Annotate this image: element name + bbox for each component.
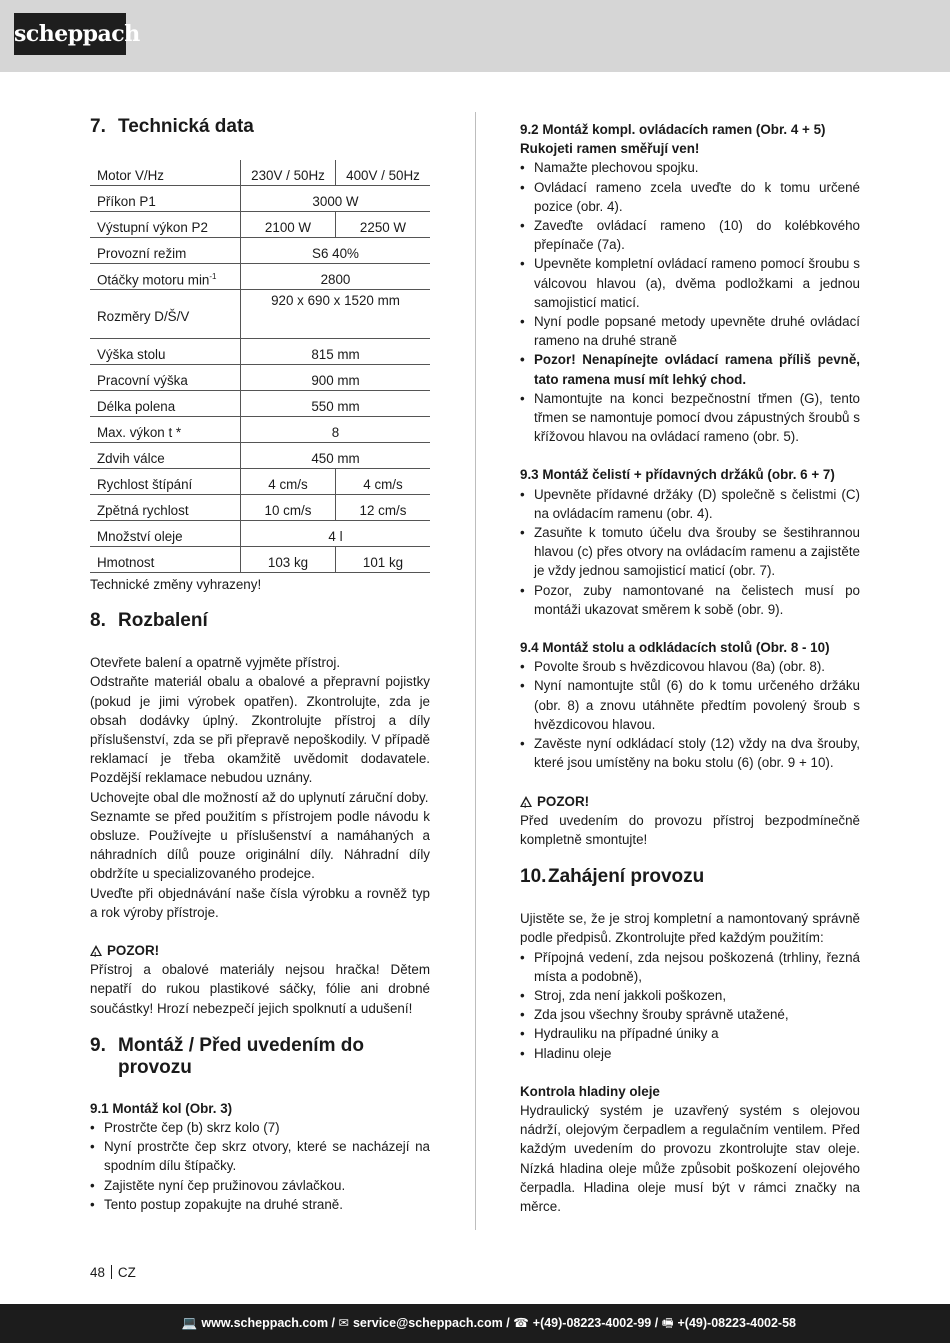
table-row [90,212,430,238]
warning-icon [90,945,102,956]
technical-data-table [90,160,430,573]
table-row [90,186,430,212]
table-row [90,160,430,186]
table-cell-value: 4 l [241,521,431,547]
table-cell-value: 400V / 50Hz [336,160,431,186]
list-item: • Namontujte na konci bezpečnostní třmen (G), tento třmen se namontuje pomocí dvou zápustných šroubů s křížovou hlavou na ovládací rameno (obr. 5). [520,389,860,447]
subsection-9-1-title: 9.1 Montáž kol (Obr. 3) [90,1100,233,1116]
right-column [520,120,860,1216]
section-8-heading: 8. Rozbalení [90,610,208,632]
subsection-9-2-list [520,158,860,446]
table-cell-value: 450 mm [241,443,431,469]
table-row [90,339,430,365]
table-row [90,290,430,339]
table-row [90,417,430,443]
section-10-heading: 10. Zahájení provozu [520,866,705,888]
list-item: • Nyní podle popsané metody upevněte druhé ovládací rameno na druhé straně [520,312,860,350]
computer-icon: 💻 [181,1316,198,1330]
subsection-9-3-list [520,485,860,619]
table-cell-value: 8 [241,417,431,443]
oil-check-title: Kontrola hladiny oleje [520,1083,660,1099]
table-cell-value: 815 mm [241,339,431,365]
column-divider [475,112,476,1230]
list-item: • Zaveďte ovládací rameno (10) do kolébkového přepínače (7a). [520,216,860,254]
list-item: • Pozor, zuby namontované na čelistech musí po montáži ukazovat směrem k sobě (obr. 9). [520,581,860,619]
subsection-9-3-title: 9.3 Montáž čelistí + přídavných držáků (obr. 6 + 7) [520,467,835,483]
list-item: • Upevněte kompletní ovládací rameno pomocí šroubu s válcovou hlavou (a), dvěma podložkami a jednou samojisticí maticí. [520,254,860,312]
list-item: • Hydrauliku na případné úniky a [520,1024,860,1043]
unpack-warning-title: !POZOR! [90,941,430,960]
spec-note: Technické změny vyhrazeny! [90,577,262,592]
warning-icon [520,796,532,807]
unpack-paragraph: Uveďte při objednávání naše čísla výrobku a rovněž typ a rok výroby přístroje. [90,885,430,920]
list-item: • Zajistěte nyní čep pružinovou závlačkou. [90,1176,430,1195]
section-9-heading: 9. Montáž / Před uvedením do provozu [90,1035,430,1079]
list-item: • Nyní prostrčte čep skrz otvory, které se nacházejí na spodním dílu štípačky. [90,1137,430,1175]
table-row [90,521,430,547]
table-cell-value: 2800 [241,264,431,290]
table-cell-label: Délka polena [90,391,241,417]
table-cell-value: 101 kg [336,547,431,573]
list-item: • Tento postup zopakujte na druhé straně. [90,1195,430,1214]
fax-icon: 🖷 [661,1316,674,1330]
page-number: 48 CZ [90,1265,136,1280]
list-item-bold: • Pozor! Nenapínejte ovládací ramena příliš pevně, tato ramena musí mít lehký chod. [520,350,860,388]
section-10-title: Zahájení provozu [548,866,705,888]
list-item: • Zavěste nyní odkládací stoly (12) vždy na dva šrouby, které jsou umístěny na boku stolu (6) (obr. 9 + 10). [520,734,860,772]
table-row [90,469,430,495]
unpack-text [90,653,430,922]
table-cell-label: Otáčky motoru $\min^{-1}$ [90,264,241,290]
table-cell-value: 3000 W [241,186,431,212]
table-cell-label: Pracovní výška [90,365,241,391]
subsection-9-2-subtitle: Rukojeti ramen směřují ven! [520,141,700,157]
operation-checklist [520,948,860,1063]
assembly-warning-title: !POZOR! [520,792,860,811]
table-cell-value: 103 kg [241,547,336,573]
table-cell-value: 550 mm [241,391,431,417]
header-bar [0,0,950,72]
table-cell-value: S6 40% [241,238,431,264]
table-cell-value: 10 cm/s [241,495,336,521]
table-row [90,495,430,521]
footer-phone: +(49)-08223-4002-99 / [532,1316,659,1330]
table-cell-label: Max. výkon t * [90,417,241,443]
left-column [90,112,430,1214]
section-7-title: Technická data [118,116,254,137]
footer-website[interactable]: www.scheppach.com / [201,1316,336,1330]
subsection-9-4-title: 9.4 Montáž stolu a odkládacích stolů (Obr. 8 - 10) [520,640,830,656]
unpack-paragraph: Odstraňte materiál obalu a obalové a přepravní pojistky (pokud je jimi výrobek opatřen). Zkontrolujte, zda je obsah dodávky úplný. Zkontrolujte přístroj a díly příslušenství, zda se při přepravě nepoškodily. V případě reklamací je třeba okamžitě uvědomit dodavatele. Pozdější reklamace nebudou uznány. [90,674,430,786]
list-item: • Namažte plechovou spojku. [520,158,860,177]
section-9-title: Montáž / Před uvedením do provozu [118,1034,364,1078]
envelope-icon: ✉ [338,1316,349,1330]
table-row [90,391,430,417]
list-item: • Ovládací rameno zcela uveďte do k tomu určené pozice (obr. 4). [520,178,860,216]
table-cell-label: Motor V/Hz [90,160,241,186]
table-cell-value: 4 cm/s [336,469,431,495]
table-cell-label: Zpětná rychlost [90,495,241,521]
subsection-9-2-title: 9.2 Montáž kompl. ovládacích ramen (Obr. 4 + 5) [520,122,826,137]
list-item: • Zda jsou všechny šrouby správně utažené, [520,1005,860,1024]
table-cell-value: 2250 W [336,212,431,238]
table-cell-value: 12 cm/s [336,495,431,521]
table-cell-value: 2100 W [241,212,336,238]
phone-icon: ☎ [513,1316,529,1330]
table-cell-value: 920 x 690 x 1520 mm [241,290,431,339]
footer-fax: +(49)-08223-4002-58 [677,1316,796,1330]
table-row [90,443,430,469]
table-row [90,365,430,391]
table-row [90,547,430,573]
operation-intro: Ujistěte se, že je stroj kompletní a namontovaný správně podle předpisů. Zkontrolujte před každým použitím: [520,911,860,946]
table-cell-label: Provozní režim [90,238,241,264]
table-cell-value: 230V / 50Hz [241,160,336,186]
unpack-warning-text: Přístroj a obalové materiály nejsou hračka! Dětem nepatří do rukou plastikové sáčky, fólie ani drobné součástky! Hrozí nebezpečí jejich spolknutí a udušení! [90,962,430,1016]
table-cell-value: 900 mm [241,365,431,391]
section-7-heading: 7. Technická data [90,116,254,137]
section-8-title: Rozbalení [118,610,208,632]
table-cell-label: Výstupní výkon P2 [90,212,241,238]
table-cell-label: Rychlost štípání [90,469,241,495]
list-item: • Prostrčte čep (b) skrz kolo (7) [90,1118,430,1137]
footer-email[interactable]: service@scheppach.com / [352,1316,510,1330]
subsection-9-1-list [90,1118,430,1214]
table-row [90,264,430,290]
assembly-warning-text: Před uvedením do provozu přístroj bezpodmínečně kompletně smontujte! [520,812,860,847]
list-item: • Povolte šroub s hvězdicovou hlavou (8a) (obr. 8). [520,657,860,676]
table-cell-label: Příkon P1 [90,186,241,212]
list-item: • Hladinu oleje [520,1044,860,1063]
table-cell-label: Hmotnost [90,547,241,573]
oil-check-text: Hydraulický systém je uzavřený systém s olejovou nádrží, olejovým čerpadlem a regulačním ventilem. Před každým uvedením do provozu zkontrolujte stav oleje. Nízká hladina oleje může způsobit poškození olejového čerpadla. Hladina oleje musí být v rámci značky na měrce. [520,1102,860,1214]
table-cell-label: Množství oleje [90,521,241,547]
list-item: • Zasuňte k tomuto účelu dva šrouby se šestihrannou hlavou (c) přes otvory na ovládacím ramenu a zajistěte je vždy jednou samojisticí maticí (obr. 7). [520,523,860,581]
table-cell-value: 4 cm/s [241,469,336,495]
table-row [90,238,430,264]
list-item: • Nyní namontujte stůl (6) do k tomu určeného držáku (obr. 8) a znovu utáhněte předtím povolený šroub s hvězdicovou hlavou. [520,676,860,734]
footer-bar [0,1304,950,1343]
unpack-paragraph: Otevřete balení a opatrně vyjměte přístroj. [90,655,341,671]
table-cell-label: Rozměry D/Š/V [90,290,241,339]
unpack-paragraph: Seznamte se před použitím s přístrojem podle návodu k obsluze. Používejte u příslušenství a namáhaných a náhradních dílů pouze originální díly. Náhradní díly obdržíte u specializovaného prodejce. [90,808,430,882]
list-item: • Přípojná vedení, zda nejsou poškozená (trhliny, řezná místa a podobně), [520,948,860,986]
scheppach-logo: scheppach [14,13,126,55]
list-item: • Upevněte přídavné držáky (D) společně s čelistmi (C) na ovládacím ramenu (obr. 4). [520,485,860,523]
list-item: • Stroj, zda není jakkoli poškozen, [520,986,860,1005]
table-cell-label: Výška stolu [90,339,241,365]
unpack-paragraph: Uchovejte obal dle možností až do uplynutí záruční doby. [90,789,429,805]
subsection-9-4-list [520,657,860,772]
table-cell-label: Zdvih válce [90,443,241,469]
